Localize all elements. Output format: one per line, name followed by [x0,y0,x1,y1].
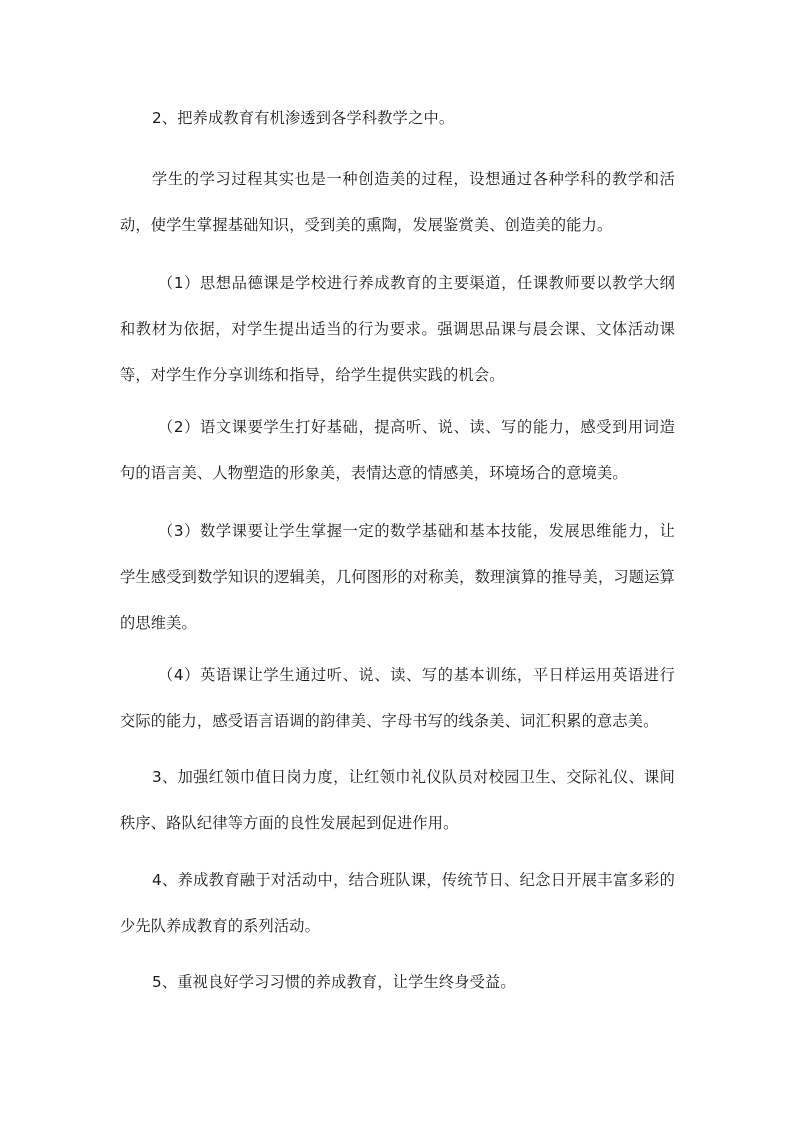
body-paragraph-intro: 学生的学习过程其实也是一种创造美的过程，设想通过各种学科的教学和活动，使学生掌握基础知识，受到美的熏陶，发展鉴赏美、创造美的能力。 [120,170,675,234]
body-paragraph-moral-education: （1）思想品德课是学校进行养成教育的主要渠道，任课教师要以教学大纲和教材为依据，对学生提出适当的行为要求。强调思品课与晨会课、文体活动课等，对学生作分享训练和指导，给学生提供实践的机会。 [120,274,675,384]
body-paragraph-chinese: （2）语文课要学生打好基础，提高听、说、读、写的能力，感受到用词造句的语言美、人物塑造的形象美，表情达意的情感美，环境场合的意境美。 [120,418,675,482]
heading-item-2: 2、把养成教育有机渗透到各学科教学之中。 [152,109,455,127]
heading-item-4: 4、养成教育融于对活动中，结合班队课，传统节日、纪念日开展丰富多彩的少先队养成教育的系列活动。 [120,871,675,935]
body-paragraph-english: （4）英语课让学生通过听、说、读、写的基本训练，平日样运用英语进行交际的能力，感受语言语调的韵律美、字母书写的线条美、词汇积累的意志美。 [120,666,675,730]
heading-item-3: 3、加强红领巾值日岗力度，让红领巾礼仪队员对校园卫生、交际礼仪、课间秩序、路队纪律等方面的良性发展起到促进作用。 [120,768,675,832]
body-paragraph-math: （3）数学课要让学生掌握一定的数学基础和基本技能，发展思维能力，让学生感受到数学知识的逻辑美，几何图形的对称美，数理演算的推导美，习题运算的思维美。 [120,522,675,632]
heading-item-5: 5、重视良好学习习惯的养成教育，让学生终身受益。 [152,973,516,991]
